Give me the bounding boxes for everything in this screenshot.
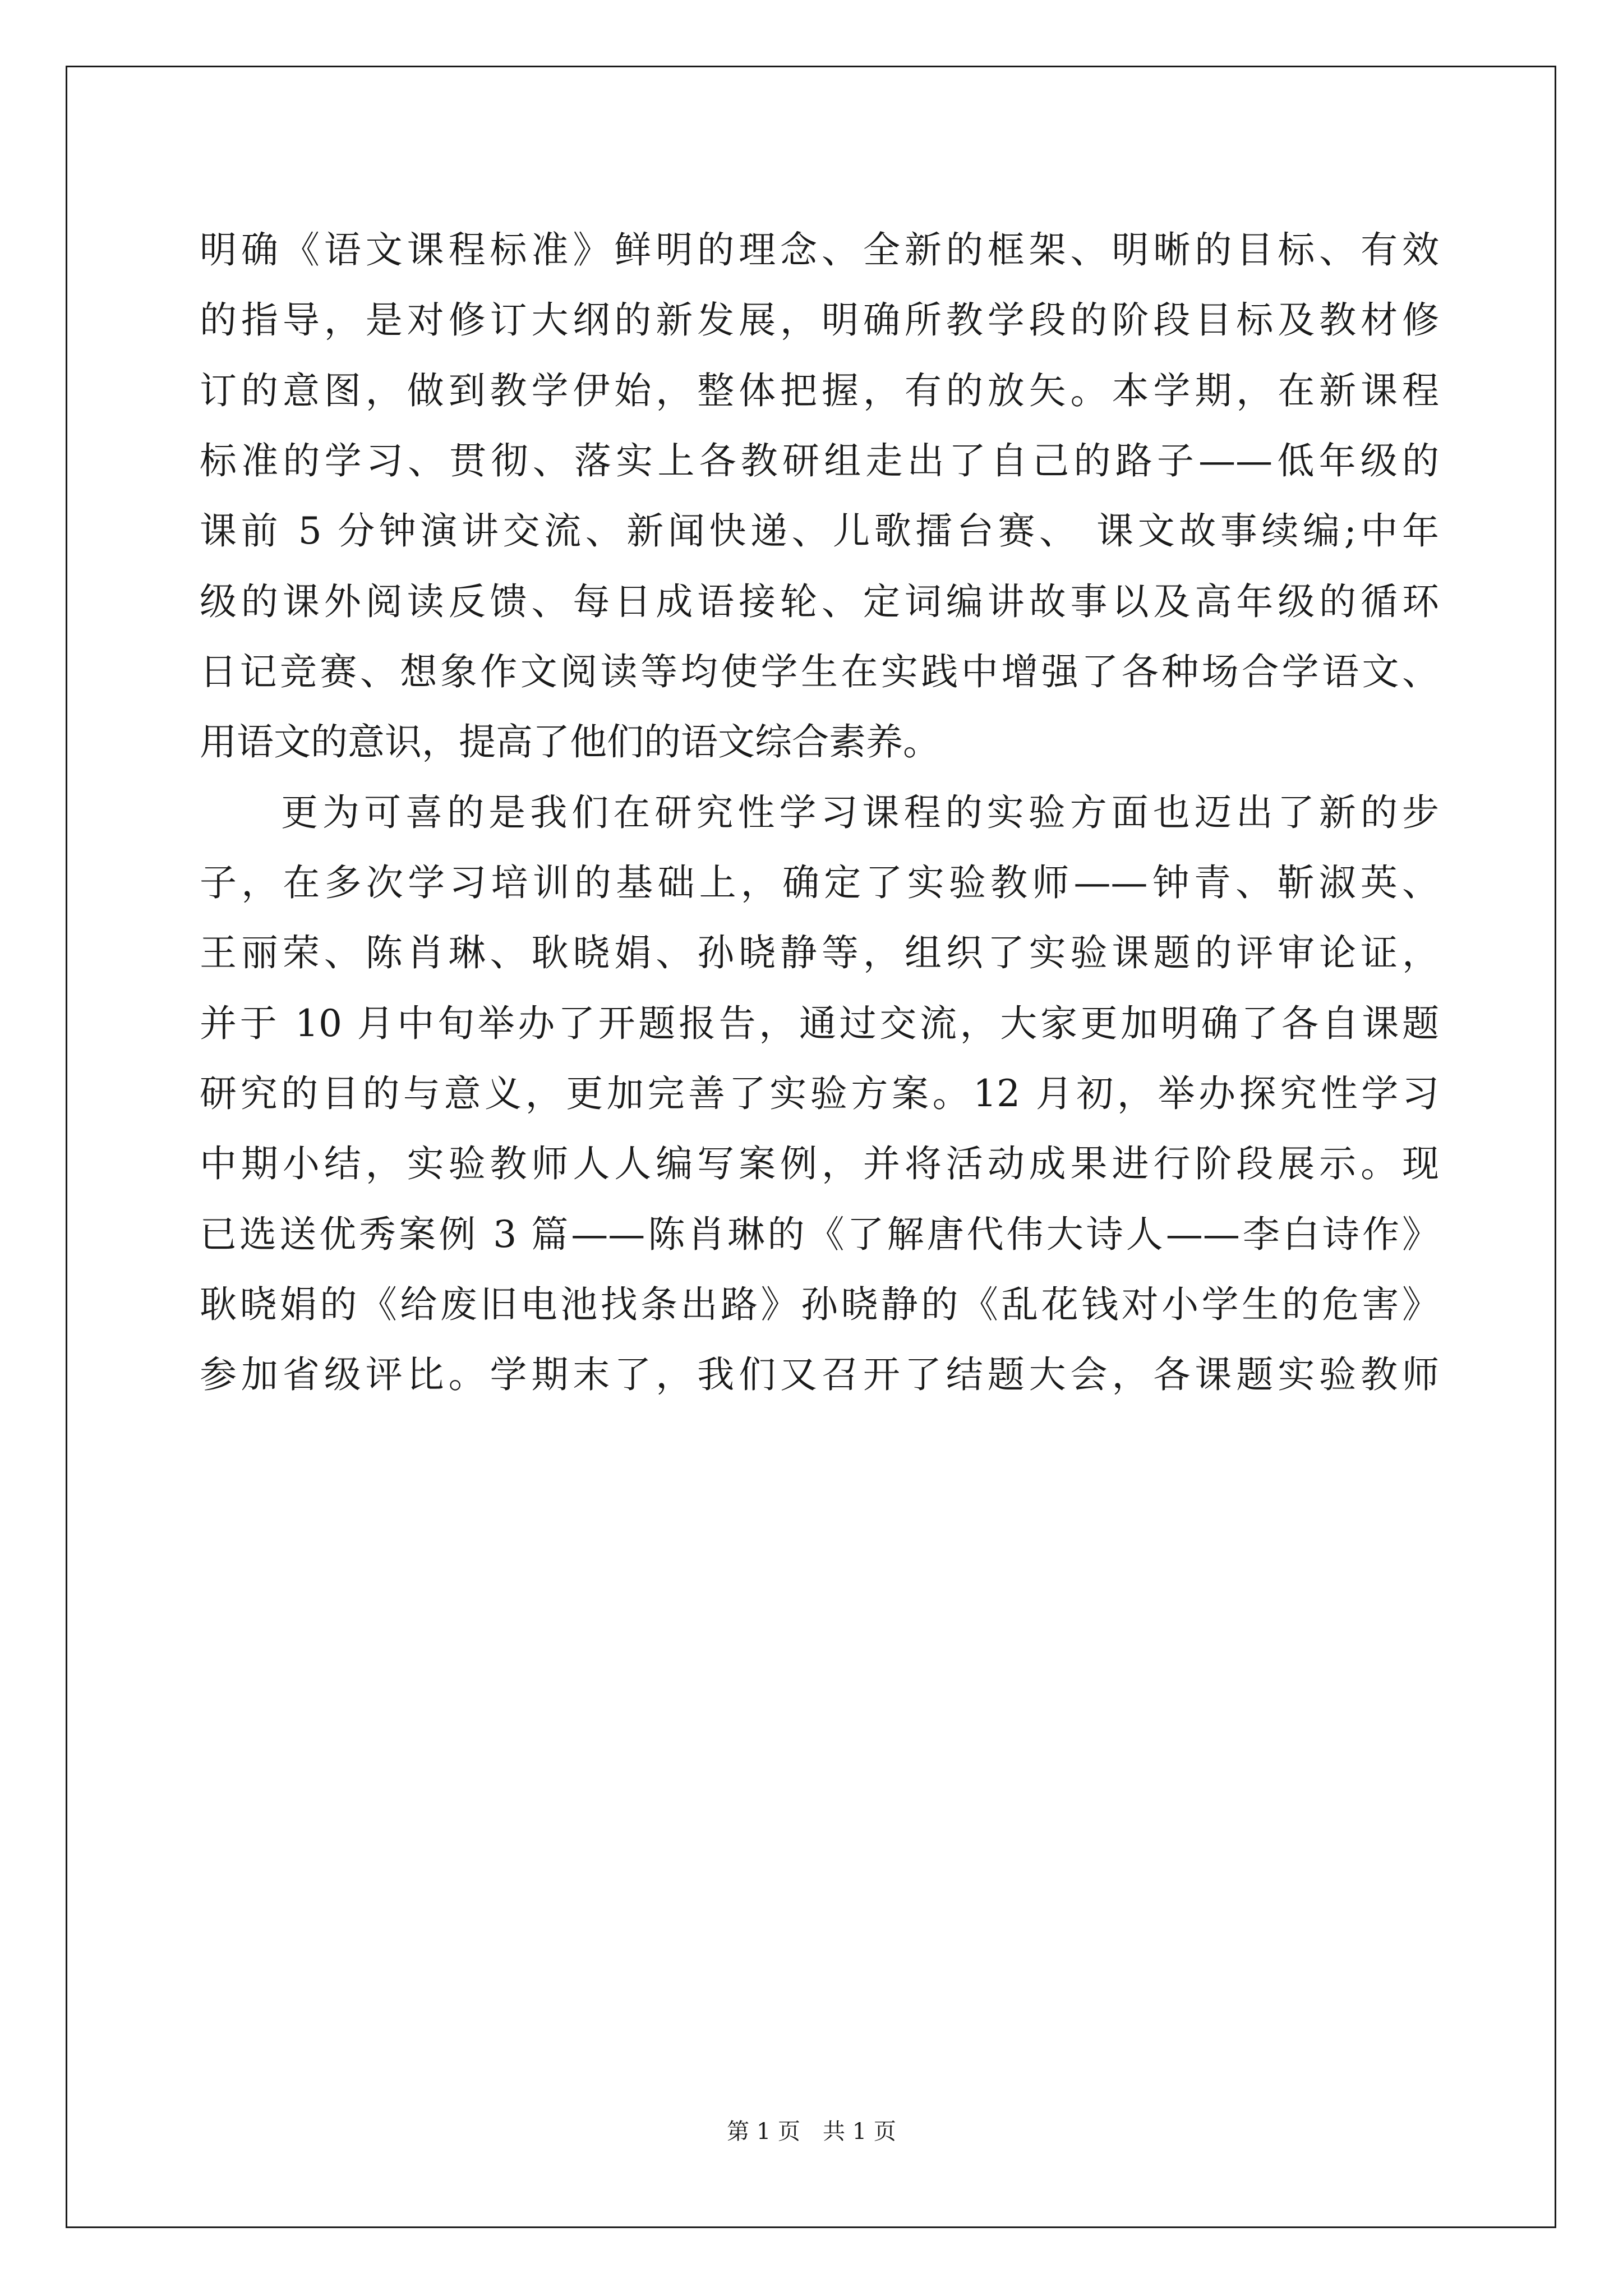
text-line: 订的意图，做到教学伊始，整体把握，有的放矢。本学期，在新课程 xyxy=(200,369,1439,412)
text-line: 研究的目的与意义，更加完善了实验方案。12 月初，举办探究性学习 xyxy=(200,1072,1439,1115)
text-line: 中期小结，实验教师人人编写案例，并将活动成果进行阶段展示。现 xyxy=(200,1142,1439,1185)
text-line: 已选送优秀案例 3 篇——陈肖琳的《了解唐代伟大诗人——李白诗作》 xyxy=(200,1213,1439,1256)
text-line: 的指导，是对修订大纲的新发展，明确所教学段的阶段目标及教材修 xyxy=(200,298,1439,342)
page-number-footer: 第 1 页 共 1 页 xyxy=(727,2119,896,2145)
text-line: 日记竞赛、想象作文阅读等均使学生在实践中增强了各种场合学语文、 xyxy=(200,650,1439,693)
text-line: 耿晓娟的《给废旧电池找条出路》孙晓静的《乱花钱对小学生的危害》 xyxy=(200,1283,1439,1326)
text-line: 明确《语文课程标准》鲜明的理念、全新的框架、明晰的目标、有效 xyxy=(200,228,1439,272)
text-line: 课前 5 分钟演讲交流、新闻快递、儿歌擂台赛、 课文故事续编;中年 xyxy=(200,509,1439,553)
text-line: 子，在多次学习培训的基础上，确定了实验教师——钟青、靳淑英、 xyxy=(200,861,1439,904)
text-line: 用语文的意识，提高了他们的语文综合素养。 xyxy=(200,720,940,763)
text-line: 标准的学习、贯彻、落实上各教研组走出了自己的路子——低年级的 xyxy=(200,439,1439,482)
text-line: 参加省级评比。学期末了，我们又召开了结题大会，各课题实验教师 xyxy=(200,1353,1439,1396)
text-line: 并于 10 月中旬举办了开题报告，通过交流，大家更加明确了各自课题 xyxy=(200,1002,1439,1045)
text-line: 王丽荣、陈肖琳、耿晓娟、孙晓静等，组织了实验课题的评审论证， xyxy=(200,931,1439,974)
text-line: 级的课外阅读反馈、每日成语接轮、定词编讲故事以及高年级的循环 xyxy=(200,580,1439,623)
paragraph-first-line: 更为可喜的是我们在研究性学习课程的实验方面也迈出了新的步 xyxy=(281,791,1439,834)
